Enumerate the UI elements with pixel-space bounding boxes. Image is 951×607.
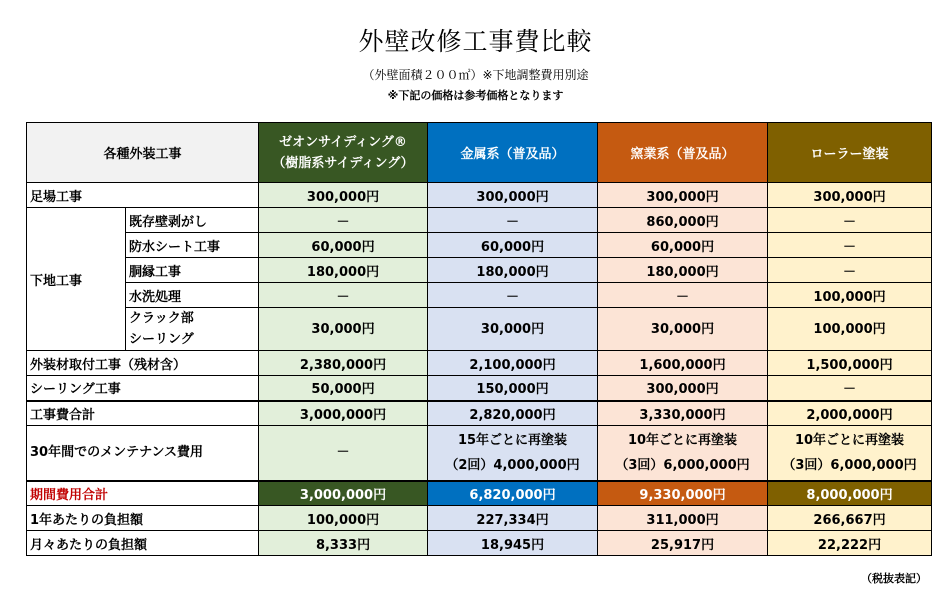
cell-roller: － [768,208,932,233]
row-label-line2: シーリング [129,332,194,347]
cell-line1: 15年ごとに再塗装 [457,432,568,448]
row-label: 防水シート工事 [126,233,259,258]
cell-zeon: 100,000円 [259,506,428,531]
price-note: ※下記の価格は参考価格となります [387,89,564,102]
cell-metal: － [428,283,598,308]
row-label: 外装材取付工事（残材含） [27,351,259,376]
cell-metal: 150,000円 [428,376,598,401]
row-label: 水洗処理 [126,283,259,308]
cell-metal: 2,820,000円 [428,401,598,426]
cell-line2: （3回）6,000,000円 [782,457,917,473]
cell-roller: 2,000,000円 [768,401,932,426]
row-label: 1年あたりの負担額 [27,506,259,531]
cell-roller: － [768,233,932,258]
header-zeon-line2: （樹脂系サイディング） [272,155,414,171]
row-label: 既存壁剥がし [126,208,259,233]
table-row [27,258,932,283]
cell-metal [428,426,598,481]
cell-roller: 8,000,000円 [768,481,932,506]
header-row [27,123,932,183]
row-label: 月々あたりの負担額 [27,531,259,556]
cell-metal: 227,334円 [428,506,598,531]
header-metal: 金属系（普及品） [428,123,598,183]
header-roller: ローラー塗装 [768,123,932,183]
table-row [27,233,932,258]
cell-zeon: 50,000円 [259,376,428,401]
cell-zeon: 30,000円 [259,308,428,351]
cell-zeon: 3,000,000円 [259,401,428,426]
cell-ceramic: 180,000円 [598,258,768,283]
row-label: 胴縁工事 [126,258,259,283]
cell-roller: 22,222円 [768,531,932,556]
cell-metal: 6,820,000円 [428,481,598,506]
table-row [27,308,932,351]
table-row [27,506,932,531]
cell-metal: － [428,208,598,233]
table-row [27,531,932,556]
table-row [27,283,932,308]
cell-ceramic: 30,000円 [598,308,768,351]
cell-line1: 10年ごとに再塗装 [627,432,738,448]
cell-metal: 18,945円 [428,531,598,556]
subtitle: （外壁面積２００㎡）※下地調整費用別途 [362,68,589,82]
cell-ceramic: 3,330,000円 [598,401,768,426]
cell-roller: 300,000円 [768,183,932,208]
cell-metal: 300,000円 [428,183,598,208]
row-label-line1: クラック部 [129,311,194,326]
header-category: 各種外装工事 [27,123,259,183]
header-zeon [259,123,428,183]
cost-comparison-table [26,122,932,556]
cell-ceramic [598,426,768,481]
cell-metal: 30,000円 [428,308,598,351]
cell-metal: 180,000円 [428,258,598,283]
cell-zeon: － [259,283,428,308]
cell-ceramic: － [598,283,768,308]
cell-zeon: 8,333円 [259,531,428,556]
cell-line2: （3回）6,000,000円 [615,457,750,473]
cell-ceramic: 1,600,000円 [598,351,768,376]
cell-line1: 10年ごとに再塗装 [794,432,905,448]
tax-note: （税抜表記） [861,572,927,585]
cell-zeon: 3,000,000円 [259,481,428,506]
table-row [27,183,932,208]
table-row [27,401,932,426]
table-row [27,481,932,506]
cell-roller: 100,000円 [768,283,932,308]
table-row [27,426,932,481]
table-row [27,376,932,401]
header-ceramic: 窯業系（普及品） [598,123,768,183]
cell-ceramic: 300,000円 [598,376,768,401]
cell-metal: 2,100,000円 [428,351,598,376]
cell-ceramic: 860,000円 [598,208,768,233]
cell-roller: 266,667円 [768,506,932,531]
cell-ceramic: 25,917円 [598,531,768,556]
cell-metal: 60,000円 [428,233,598,258]
cell-zeon: 2,380,000円 [259,351,428,376]
table-row [27,351,932,376]
cell-ceramic: 60,000円 [598,233,768,258]
cell-roller [768,426,932,481]
cell-zeon: 300,000円 [259,183,428,208]
cell-roller: 1,500,000円 [768,351,932,376]
row-label: シーリング工事 [27,376,259,401]
row-label: 30年間でのメンテナンス費用 [27,426,259,481]
row-label: 工事費合計 [27,401,259,426]
cell-zeon: 180,000円 [259,258,428,283]
cell-ceramic: 311,000円 [598,506,768,531]
cell-zeon: － [259,426,428,481]
cell-roller: － [768,376,932,401]
header-zeon-line1: ゼオンサイディング® [279,134,407,150]
row-label: 期間費用合計 [27,481,259,506]
row-group-label: 下地工事 [27,208,126,351]
row-label [126,308,259,351]
page-title: 外壁改修工事費比較 [358,27,593,56]
cell-roller: － [768,258,932,283]
cell-ceramic: 300,000円 [598,183,768,208]
row-label: 足場工事 [27,183,259,208]
cell-roller: 100,000円 [768,308,932,351]
cell-line2: （2回）4,000,000円 [445,457,580,473]
table-row [27,208,932,233]
cell-zeon: 60,000円 [259,233,428,258]
cell-ceramic: 9,330,000円 [598,481,768,506]
cell-zeon: － [259,208,428,233]
